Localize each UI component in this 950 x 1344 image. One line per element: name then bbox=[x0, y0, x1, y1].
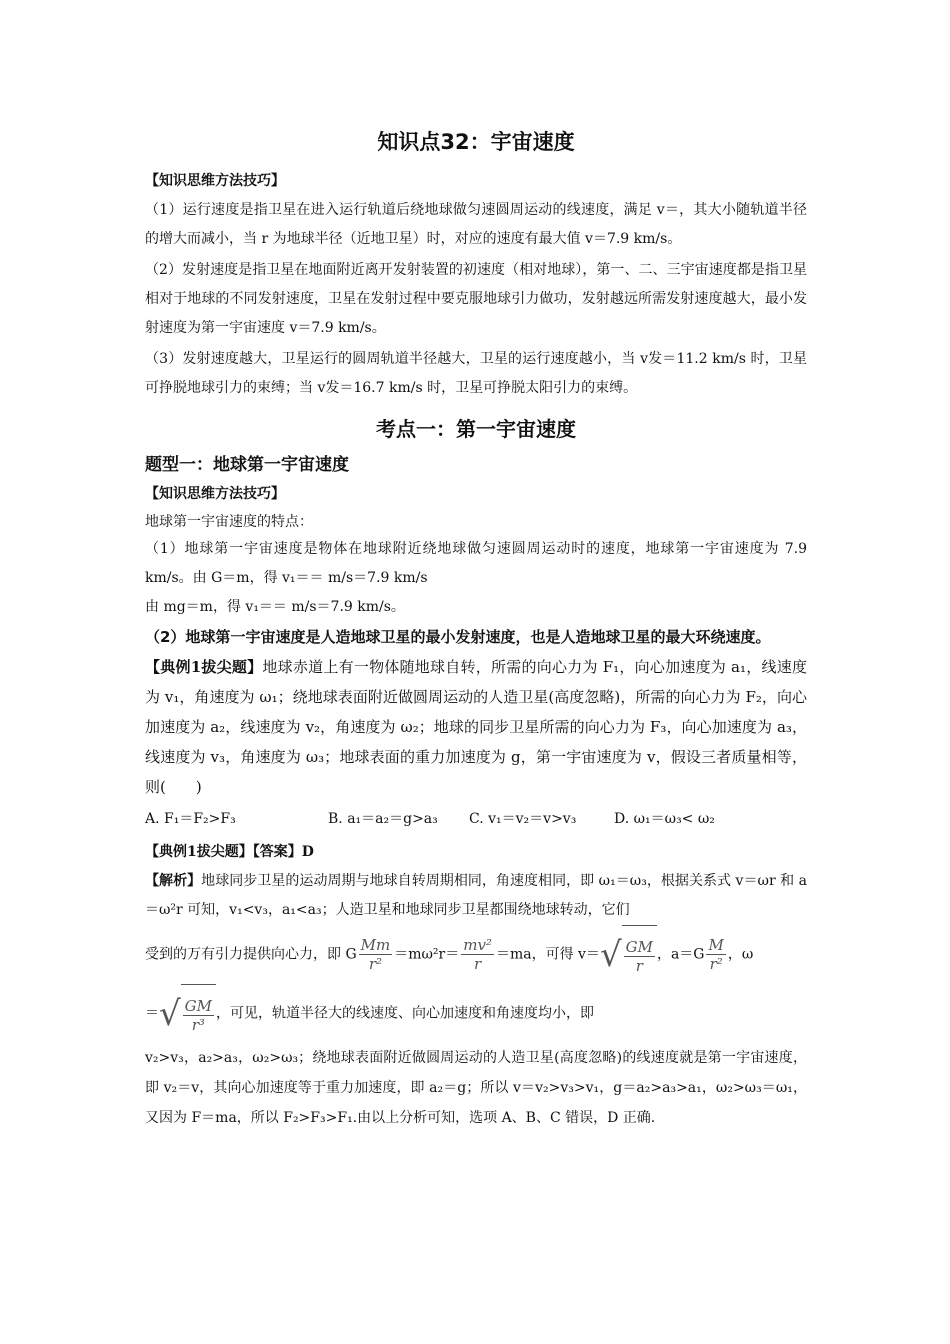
section-tag: 【知识思维方法技巧】 bbox=[145, 173, 285, 189]
example-text: 地球赤道上有一物体随地球自转，所需的向心力为 F₁，向心加速度为 a₁，线速度为 v₁，角速度为 ω₁；绕地球表面附近做圆周运动的人造卫星(高度忽略)，所需的向心力为 F₂，向心加速度为 a₂，线速度为 v₂，角速度为 ω₂；地球的同步卫星所需的向心力为 F₃，向心加速度为 a₃，线速度为 v₃，角速度为 ω₃；地球表面的重力加速度为 g，第一宇宙速度为 v，假设三者质量相等，则( ) bbox=[145, 658, 807, 796]
document-page bbox=[145, 118, 807, 1133]
analysis-conclusion: v₂>v₃，a₂>a₃，ω₂>ω₃；绕地球表面附近做圆周运动的人造卫星(高度忽略)的线速度就是第一宇宙速度，即 v₂＝v，其向心加速度等于重力加速度，即 a₂＝g；所以 v＝v₂>v₃>v₁，g＝a₂>a₃>a₁，ω₂>ω₃＝ω₁，又因为 F＝ma，所以 F₂>F₃>F₁.由以上分析可知，选项 A、B、C 错误，D 正确. bbox=[145, 1050, 807, 1126]
analysis-text-2b: ＝mω²r＝ bbox=[394, 946, 460, 963]
section-heading: 考点一：第一宇宙速度 bbox=[376, 417, 576, 441]
example-label: 【典例1拔尖题】 bbox=[145, 658, 263, 676]
fraction-mv2-r: $\frac{\text{mv²}}{r}$ bbox=[463, 936, 492, 973]
subsection-heading: 题型一：地球第一宇宙速度 bbox=[145, 455, 349, 475]
analysis-text-3b: ，可见，轨道半径大的线速度、向心加速度和角速度均小，即 bbox=[216, 1005, 595, 1022]
analysis-text-2c: ＝ma，可得 v＝ bbox=[495, 946, 600, 963]
analysis-formula-line-1 bbox=[145, 925, 807, 984]
analysis-text-2e: ，ω bbox=[727, 946, 754, 963]
paragraph-running-speed: （1）运行速度是指卫星在进入运行轨道后绕地球做匀速圆周运动的线速度，满足 v＝，其大小随轨道半径的增大而减小，当 r 为地球半径（近地卫星）时，对应的速度有最大值 v＝7.9 km/s。 bbox=[145, 202, 807, 247]
option-c: C. v₁＝v₂＝v>v₃ bbox=[469, 811, 577, 827]
paragraph-launch-speed: （2）发射速度是指卫星在地面附近离开发射装置的初速度（相对地球），第一、二、三宇宙速度都是指卫星相对于地球的不同发射速度，卫星在发射过程中要克服地球引力做功，发射越远所需发射速度越大，最小发射速度为第一宇宙速度 v＝7.9 km/s。 bbox=[145, 262, 807, 336]
analysis-text-1: 地球同步卫星的运动周期与地球自转周期相同，角速度相同，即 ω₁＝ω₃，根据关系式 v＝ωr 和 a＝ω²r 可知，v₁<v₃，a₁<a₃；人造卫星和地球同步卫星都围绕地球转动，它们 bbox=[145, 873, 807, 918]
paragraph-escape-speed: （3）发射速度越大，卫星运行的圆周轨道半径越大，卫星的运行速度越小，当 v发＝11.2 km/s 时，卫星可挣脱地球引力的束缚；当 v发＝16.7 km/s 时，卫星可挣脱太阳引力的束缚。 bbox=[145, 351, 807, 396]
option-a: A. F₁＝F₂>F₃ bbox=[145, 811, 236, 827]
features-title: 地球第一宇宙速度的特点： bbox=[145, 514, 313, 530]
option-d: D. ω₁＝ω₃< ω₂ bbox=[614, 811, 715, 827]
sqrt-GM-r3: √ $\frac{GM}{\text{r³}}$ bbox=[159, 984, 216, 1043]
analysis-line-1 bbox=[145, 867, 807, 925]
fraction-M-r2: $\frac{M}{\text{r²}}$ bbox=[708, 936, 724, 973]
fraction-Mm-r2: $\frac{Mm}{\text{r²}}$ bbox=[360, 936, 391, 973]
feature-2: （2）地球第一宇宙速度是人造地球卫星的最小发射速度，也是人造地球卫星的最大环绕速度。 bbox=[145, 628, 771, 646]
sqrt-GM-r: √ $\frac{GM}{r}$ bbox=[600, 925, 657, 984]
option-b: B. a₁＝a₂＝g>a₃ bbox=[328, 811, 438, 827]
options-row bbox=[145, 804, 807, 834]
analysis-text-3a: ＝ bbox=[145, 1005, 159, 1022]
analysis-text-2a: 受到的万有引力提供向心力，即 G bbox=[145, 946, 357, 963]
section-tag-2: 【知识思维方法技巧】 bbox=[145, 486, 285, 502]
answer-line bbox=[145, 838, 807, 867]
answer-text: 【典例1拔尖题】【答案】D bbox=[145, 844, 314, 860]
page-title: 知识点32：宇宙速度 bbox=[377, 130, 575, 154]
feature-1-derivation: 由 mg＝m，得 v₁＝＝ m/s＝7.9 km/s。 bbox=[145, 599, 405, 615]
analysis-text-2d: ，a＝G bbox=[656, 946, 705, 963]
feature-1: （1）地球第一宇宙速度是物体在地球附近绕地球做匀速圆周运动时的速度，地球第一宇宙速度为 7.9 km/s。由 G＝m，得 v₁＝＝ m/s＝7.9 km/s bbox=[145, 541, 807, 586]
analysis-label: 【解析】 bbox=[145, 873, 202, 889]
analysis-formula-line-2 bbox=[145, 984, 807, 1043]
example-question bbox=[145, 652, 807, 802]
